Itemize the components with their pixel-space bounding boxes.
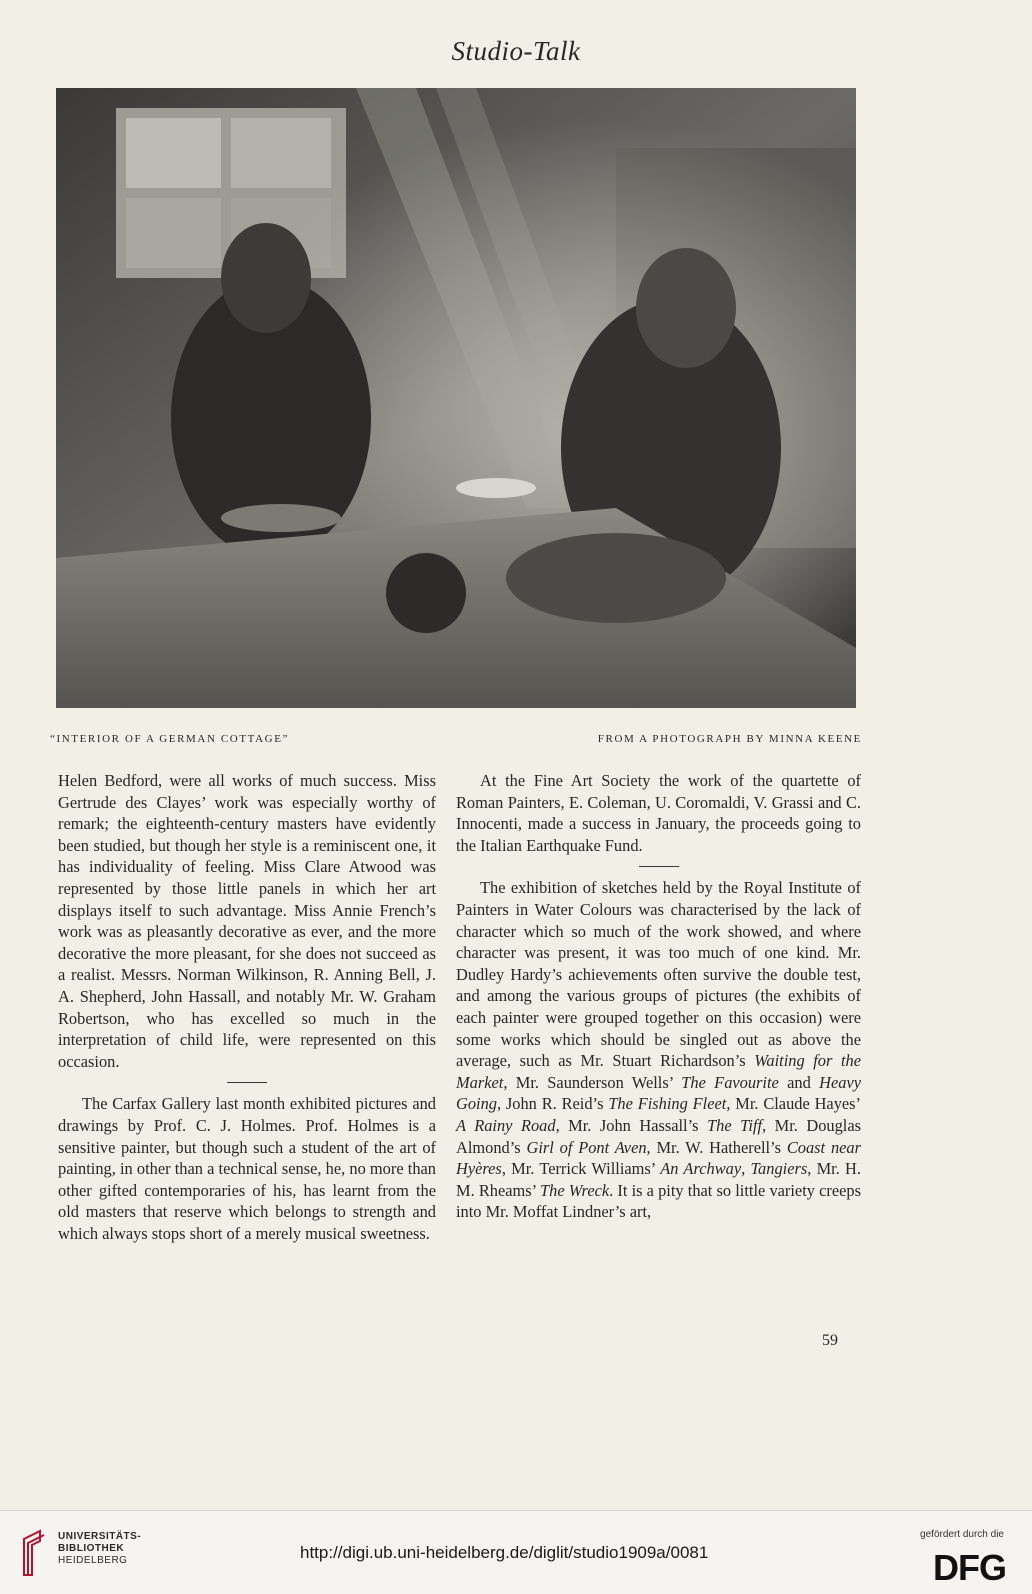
artwork-title: Coast near Hyères (456, 1137, 861, 1179)
artwork-title: Girl of Pont Aven (526, 1137, 647, 1157)
cottage-interior-photo (56, 88, 856, 708)
left-column (58, 770, 436, 1244)
funded-by-label: gefördert durch die (920, 1529, 1004, 1540)
artwork-title: Heavy Going (456, 1072, 861, 1114)
artwork-title: Waiting for the Market (456, 1051, 861, 1092)
artwork-title: Tangiers (750, 1159, 808, 1179)
plate-caption-credit: FROM A PHOTOGRAPH BY MINNA KEENE (597, 733, 862, 745)
digital-library-footer (0, 1510, 1032, 1594)
running-title: Studio-Talk (451, 36, 581, 66)
right-paragraph-1: At the Fine Art Society the work of the quartette of Roman Painters, E. Coleman, U. Coromaldi, V. Grassi and C. Innocenti, made a success in January, the proceeds going to the Italian Earthquake Fund. (456, 771, 861, 855)
section-divider (227, 1082, 267, 1083)
library-name: UNIVERSITÄTS- BIBLIOTHEK HEIDELBERG (58, 1531, 142, 1566)
section-divider (639, 866, 679, 867)
photograph-plate (56, 88, 856, 708)
artwork-title: The Wreck (540, 1180, 610, 1200)
artwork-title: The Tiff (707, 1115, 763, 1135)
page-number: 59 (822, 1332, 838, 1349)
left-paragraph-2: The Carfax Gallery last month exhibited pictures and drawings by Prof. C. J. Holmes. Prof. Holmes is a sensitive painter, but though such a student of the art of painting, in other than a technical sense, he, no more than other gifted contemporaries of his, has learnt from the old masters that reserve which belongs to strength and which always stops short of a merely musical sweetness. (58, 1094, 436, 1243)
artwork-title: An Archway (660, 1159, 742, 1179)
plate-caption-title: “INTERIOR OF A GERMAN COTTAGE” (50, 733, 289, 745)
dfg-logo: DFG (933, 1547, 1006, 1588)
left-paragraph-1: Helen Bedford, were all works of much success. Miss Gertrude des Clayes’ work was especially worthy of remark; the eighteenth-century masters have evidently been studied, but though her style is a reminiscent one, it has individuality of feeling. Miss Clare Atwood was represented by those little panels in which her art displays itself to such advantage. Miss Annie French’s work was as pleasantly decorative as ever, and the more decorative the more pleasant, for she does not succeed as a realist. Messrs. Norman Wilkinson, R. Anning Bell, J. A. Shepherd, John Hassall, and notably Mr. W. Graham Robertson, who has excelled so much in the interpretation of child life, were represented on this occasion. (58, 771, 436, 1071)
right-column (456, 770, 861, 1223)
right-paragraph-2: The exhibition of sketches held by the Royal Institute of Painters in Water Colours was characterised by the lack of character which so much of the work showed, and where character was present, it was too much of one kind. Mr. Dudley Hardy’s achievements often survive the double test, and among the various groups of pictures (the exhibits of each painter were grouped together on this occasion) were some works which should be singled out as above the average, such as Mr. Stuart Richardson’s Waiting for the Market, Mr. Saunderson Wells’ The Favourite and Heavy Going, John R. Reid’s The Fishing Fleet, Mr. Claude Hayes’ A Rainy Road, Mr. John Hassall’s The Tiff, Mr. Douglas Almond’s Girl of Pont Aven, Mr. W. Hatherell’s Coast near Hyères, Mr. Terrick Williams’ An Archway, Tangiers, Mr. H. M. Rheams’ The Wreck. It is a pity that so little variety creeps into Mr. Moffat Lindner’s art, (456, 878, 861, 1222)
artwork-title: The Fishing Fleet (608, 1094, 727, 1114)
university-library-logo-icon (20, 1529, 48, 1579)
permalink-url[interactable]: http://digi.ub.uni-heidelberg.de/diglit/studio1909a/0081 (300, 1543, 709, 1562)
artwork-title: A Rainy Road (456, 1115, 556, 1135)
artwork-title: The Favourite (681, 1072, 779, 1092)
